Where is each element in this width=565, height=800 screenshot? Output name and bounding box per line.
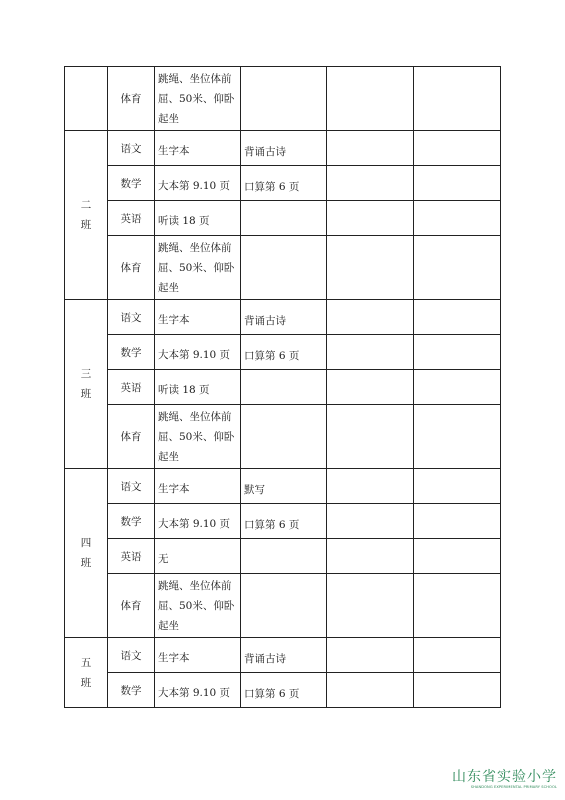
- homework-oral-cell: [241, 166, 327, 201]
- homework-written-cell: [155, 405, 241, 469]
- homework-written-cell: [155, 469, 241, 504]
- subject-cell: 数学: [108, 673, 155, 708]
- homework-written-cell: [155, 166, 241, 201]
- subject-cell: 体育: [108, 67, 155, 131]
- homework-oral-cell: [241, 335, 327, 370]
- empty-cell: [327, 405, 414, 469]
- subject-cell: 数学: [108, 504, 155, 539]
- homework-written-text: 听读 18 页: [158, 384, 210, 396]
- class-cell: [65, 469, 108, 638]
- homework-written-text: 听读 18 页: [158, 215, 210, 227]
- class-cell: [65, 67, 108, 131]
- homework-written-text: 大本第 9.10 页: [158, 518, 231, 530]
- homework-written-cell: [155, 539, 241, 574]
- homework-oral-text: [244, 384, 326, 390]
- table-row: [65, 539, 501, 574]
- homework-written-text: 生字本: [158, 314, 190, 326]
- table-row: [65, 469, 501, 504]
- class-name-bottom: 班: [80, 676, 92, 689]
- homework-oral-cell: [241, 539, 327, 574]
- table-row: [65, 166, 501, 201]
- class-name-top: 四: [80, 537, 92, 549]
- table-row: [65, 504, 501, 539]
- subject-cell: 体育: [108, 574, 155, 638]
- homework-written-cell: [155, 201, 241, 236]
- subject-cell: 数学: [108, 335, 155, 370]
- homework-written-cell: [155, 638, 241, 673]
- homework-written-text: 大本第 9.10 页: [158, 180, 231, 192]
- table-row: [65, 300, 501, 335]
- empty-cell: [414, 673, 501, 708]
- empty-cell: [327, 67, 414, 131]
- table-row: [65, 370, 501, 405]
- subject-cell: 语文: [108, 469, 155, 504]
- homework-written-text: 跳绳、坐位体前屈、50米、仰卧起坐: [158, 410, 235, 463]
- empty-cell: [327, 335, 414, 370]
- class-name-bottom: 班: [80, 219, 92, 231]
- school-logo-name: 山东省实验小学: [452, 769, 557, 785]
- homework-written-cell: [155, 504, 241, 539]
- empty-cell: [414, 131, 501, 166]
- table-row: [65, 335, 501, 370]
- homework-written-text: 跳绳、坐位体前屈、50米、仰卧起坐: [158, 579, 235, 632]
- class-cell: [65, 131, 108, 300]
- class-name-bottom: 班: [80, 388, 92, 400]
- class-cell: [65, 638, 108, 708]
- homework-written-cell: [155, 300, 241, 335]
- subject-cell: 语文: [108, 638, 155, 673]
- empty-cell: [414, 638, 501, 673]
- subject-cell: 体育: [108, 405, 155, 469]
- homework-oral-text: 背诵古诗: [244, 314, 286, 327]
- homework-oral-cell: [241, 574, 327, 638]
- homework-oral-text: [244, 434, 326, 440]
- homework-oral-cell: [241, 300, 327, 335]
- homework-oral-text: [244, 96, 326, 102]
- subject-cell: 数学: [108, 166, 155, 201]
- homework-oral-text: 口算第 6 页: [244, 687, 300, 700]
- homework-oral-text: [244, 553, 326, 559]
- homework-written-text: 生字本: [158, 652, 190, 664]
- empty-cell: [327, 539, 414, 574]
- homework-written-text: 跳绳、坐位体前屈、50米、仰卧起坐: [158, 72, 235, 125]
- homework-oral-text: [244, 215, 326, 221]
- empty-cell: [327, 673, 414, 708]
- homework-written-cell: [155, 67, 241, 131]
- homework-oral-cell: [241, 67, 327, 131]
- empty-cell: [327, 469, 414, 504]
- school-logo-english: SHANDONG EXPERIMENTAL PRIMARY SCHOOL: [470, 785, 557, 789]
- empty-cell: [414, 166, 501, 201]
- empty-cell: [327, 236, 414, 300]
- class-cell: [65, 300, 108, 469]
- homework-oral-cell: [241, 370, 327, 405]
- table-row: [65, 405, 501, 469]
- homework-oral-cell: [241, 201, 327, 236]
- homework-written-text: 无: [158, 553, 169, 565]
- class-name-top: 二: [80, 199, 92, 211]
- subject-cell: 语文: [108, 131, 155, 166]
- homework-oral-cell: [241, 638, 327, 673]
- homework-oral-cell: [241, 504, 327, 539]
- table-row: [65, 67, 501, 131]
- subject-cell: 体育: [108, 236, 155, 300]
- class-name-top: 五: [80, 656, 92, 669]
- empty-cell: [327, 201, 414, 236]
- subject-cell: 英语: [108, 370, 155, 405]
- empty-cell: [327, 638, 414, 673]
- homework-oral-text: 背诵古诗: [244, 145, 286, 158]
- homework-oral-cell: [241, 236, 327, 300]
- empty-cell: [414, 574, 501, 638]
- subject-cell: 英语: [108, 539, 155, 574]
- empty-cell: [414, 370, 501, 405]
- homework-written-text: 生字本: [158, 145, 190, 157]
- homework-oral-text: 口算第 6 页: [244, 518, 300, 531]
- homework-oral-text: [244, 603, 326, 609]
- empty-cell: [414, 539, 501, 574]
- homework-written-cell: [155, 574, 241, 638]
- homework-oral-text: 口算第 6 页: [244, 180, 300, 193]
- table-row: [65, 131, 501, 166]
- empty-cell: [327, 370, 414, 405]
- subject-cell: 英语: [108, 201, 155, 236]
- table-row: [65, 673, 501, 708]
- homework-oral-cell: [241, 673, 327, 708]
- class-name-bottom: 班: [80, 557, 92, 569]
- homework-written-cell: [155, 236, 241, 300]
- homework-written-text: 大本第 9.10 页: [158, 687, 231, 699]
- homework-oral-text: 默写: [244, 483, 265, 496]
- empty-cell: [414, 405, 501, 469]
- table-row: [65, 201, 501, 236]
- homework-written-text: 大本第 9.10 页: [158, 349, 231, 361]
- empty-cell: [414, 201, 501, 236]
- homework-oral-cell: [241, 405, 327, 469]
- table-row: [65, 574, 501, 638]
- empty-cell: [414, 67, 501, 131]
- empty-cell: [414, 504, 501, 539]
- empty-cell: [327, 504, 414, 539]
- homework-written-cell: [155, 131, 241, 166]
- empty-cell: [327, 300, 414, 335]
- homework-table: [64, 66, 501, 708]
- empty-cell: [327, 574, 414, 638]
- empty-cell: [414, 236, 501, 300]
- table-row: [65, 236, 501, 300]
- class-name-top: 三: [80, 368, 92, 380]
- homework-oral-text: 背诵古诗: [244, 652, 286, 665]
- empty-cell: [327, 166, 414, 201]
- homework-oral-text: [244, 265, 326, 271]
- empty-cell: [327, 131, 414, 166]
- homework-written-text: 生字本: [158, 483, 190, 495]
- empty-cell: [414, 335, 501, 370]
- homework-written-text: 跳绳、坐位体前屈、50米、仰卧起坐: [158, 241, 235, 294]
- homework-oral-cell: [241, 131, 327, 166]
- homework-written-cell: [155, 370, 241, 405]
- empty-cell: [414, 469, 501, 504]
- table-row: [65, 638, 501, 673]
- homework-oral-text: 口算第 6 页: [244, 349, 300, 362]
- empty-cell: [414, 300, 501, 335]
- homework-written-cell: [155, 335, 241, 370]
- subject-cell: 语文: [108, 300, 155, 335]
- homework-oral-cell: [241, 469, 327, 504]
- homework-written-cell: [155, 673, 241, 708]
- school-logo: [452, 766, 557, 794]
